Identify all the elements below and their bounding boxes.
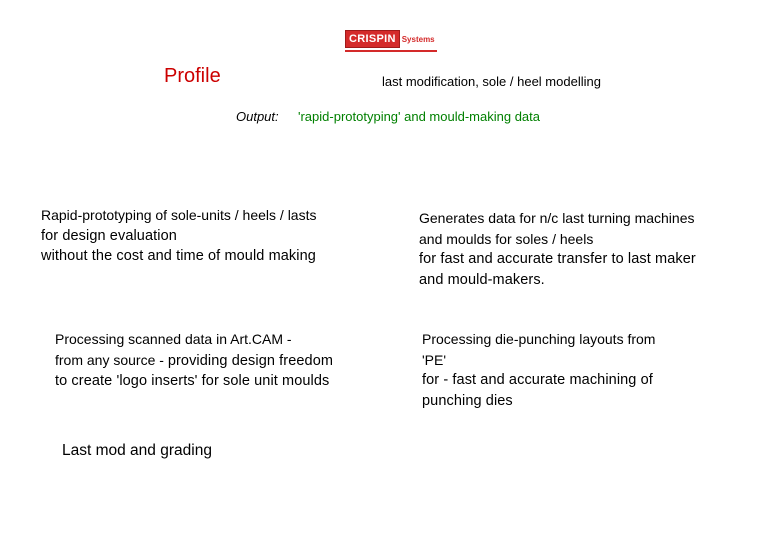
die-punching-line-2: 'PE' bbox=[422, 351, 447, 368]
grading-label: Last mod and grading bbox=[62, 442, 212, 459]
artcam-line-3: to create 'logo inserts' for sole unit moulds bbox=[55, 373, 330, 389]
logo-subtext: Systems bbox=[401, 34, 435, 44]
artcam-line-2 bbox=[55, 350, 333, 372]
artcam-block bbox=[55, 329, 333, 392]
output-value: 'rapid-prototyping' and mould-making data bbox=[298, 109, 540, 124]
die-punching-line-3: for - fast and accurate machining of bbox=[422, 372, 653, 388]
page-subtitle: last modification, sole / heel modelling bbox=[382, 74, 601, 89]
logo-mark: CRISPIN bbox=[345, 30, 400, 48]
nc-data-line-4: and mould-makers. bbox=[419, 271, 545, 288]
crispin-logo bbox=[345, 30, 435, 48]
artcam-line-2-prefix: from any source - bbox=[55, 351, 168, 368]
die-punching-block bbox=[422, 329, 655, 411]
nc-data-line-1: Generates data for n/c last turning machines bbox=[419, 210, 695, 226]
rapid-prototyping-line-2: for design evaluation bbox=[41, 227, 177, 244]
rapid-prototyping-block bbox=[41, 205, 316, 267]
logo-underline bbox=[345, 50, 437, 52]
output-label: Output: bbox=[236, 109, 279, 124]
artcam-line-2-emphasis: providing design freedom bbox=[167, 352, 334, 369]
nc-data-line-2: and moulds for soles / heels bbox=[419, 230, 594, 247]
rapid-prototyping-line-3: without the cost and time of mould making bbox=[41, 248, 316, 264]
nc-data-line-3: for fast and accurate transfer to last maker bbox=[419, 251, 696, 267]
page-title: Profile bbox=[164, 65, 221, 87]
artcam-line-1: Processing scanned data in Art.CAM - bbox=[55, 331, 292, 347]
nc-data-block bbox=[419, 208, 696, 290]
die-punching-line-4: punching dies bbox=[422, 392, 513, 409]
die-punching-line-1: Processing die-punching layouts from bbox=[422, 331, 656, 347]
rapid-prototyping-line-1: Rapid-prototyping of sole-units / heels / lasts bbox=[41, 207, 317, 223]
